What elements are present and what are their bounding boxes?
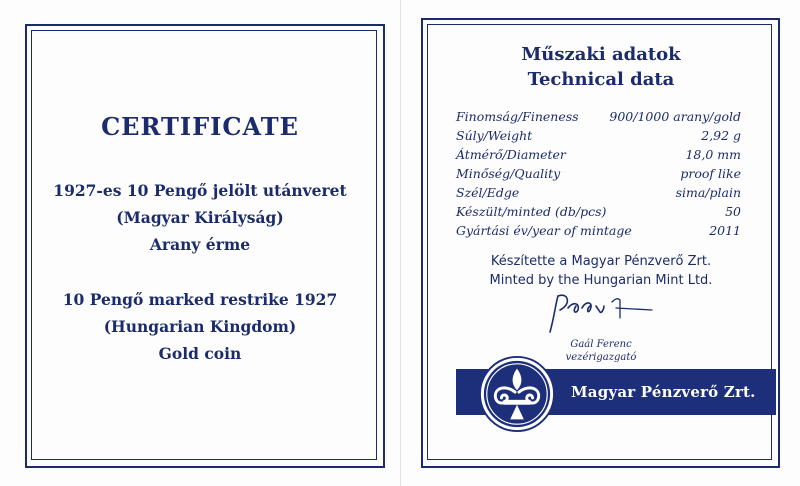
hungarian-title-line-2: (Magyar Királyság) <box>116 208 284 227</box>
hungarian-title-line-1: 1927-es 10 Pengő jelölt utánveret <box>53 181 347 200</box>
spec-row <box>456 204 741 222</box>
hungarian-mint-logo-icon <box>478 355 556 433</box>
spec-label: Szél/Edge <box>456 185 520 200</box>
spec-row <box>456 147 741 165</box>
technical-title-hungarian: Műszaki adatok <box>521 44 681 65</box>
signer-name: Gaál Ferenc <box>570 339 632 350</box>
spec-label: Minőség/Quality <box>456 166 561 181</box>
banner-text: Magyar Pénzverő Zrt. <box>571 383 756 401</box>
spec-row <box>456 185 741 203</box>
certificate-title: CERTIFICATE <box>101 112 299 141</box>
technical-data-page <box>400 0 800 486</box>
spec-row <box>456 166 741 184</box>
signer-title: vezérigazgató <box>565 352 637 363</box>
minted-by-hungarian: Készítette a Magyar Pénzverő Zrt. <box>490 254 712 269</box>
minted-by-english: Minted by the Hungarian Mint Ltd. <box>489 273 713 288</box>
spec-label: Készült/minted (db/pcs) <box>456 204 607 219</box>
spec-value: 2011 <box>709 223 741 238</box>
spec-label: Gyártási év/year of mintage <box>456 223 632 238</box>
spec-value: sima/plain <box>675 185 741 200</box>
english-title-line-1: 10 Pengő marked restrike 1927 <box>62 290 338 309</box>
spec-value: 2,92 g <box>701 128 741 143</box>
spec-value: 900/1000 arany/gold <box>609 109 741 124</box>
spec-value: proof like <box>680 166 741 181</box>
spec-value: 18,0 mm <box>685 147 741 162</box>
spec-value: 50 <box>725 204 741 219</box>
hungarian-title-line-3: Arany érme <box>149 235 251 254</box>
english-title-line-3: Gold coin <box>158 344 242 363</box>
spec-label: Átmérő/Diameter <box>456 147 566 162</box>
spec-row <box>456 223 741 241</box>
spec-label: Finomság/Fineness <box>456 109 579 124</box>
spec-row <box>456 109 741 127</box>
spec-label: Súly/Weight <box>456 128 533 143</box>
handwritten-signature <box>546 288 656 336</box>
english-title-line-2: (Hungarian Kingdom) <box>103 317 297 336</box>
spec-row <box>456 128 741 146</box>
technical-title-english: Technical data <box>527 69 675 90</box>
